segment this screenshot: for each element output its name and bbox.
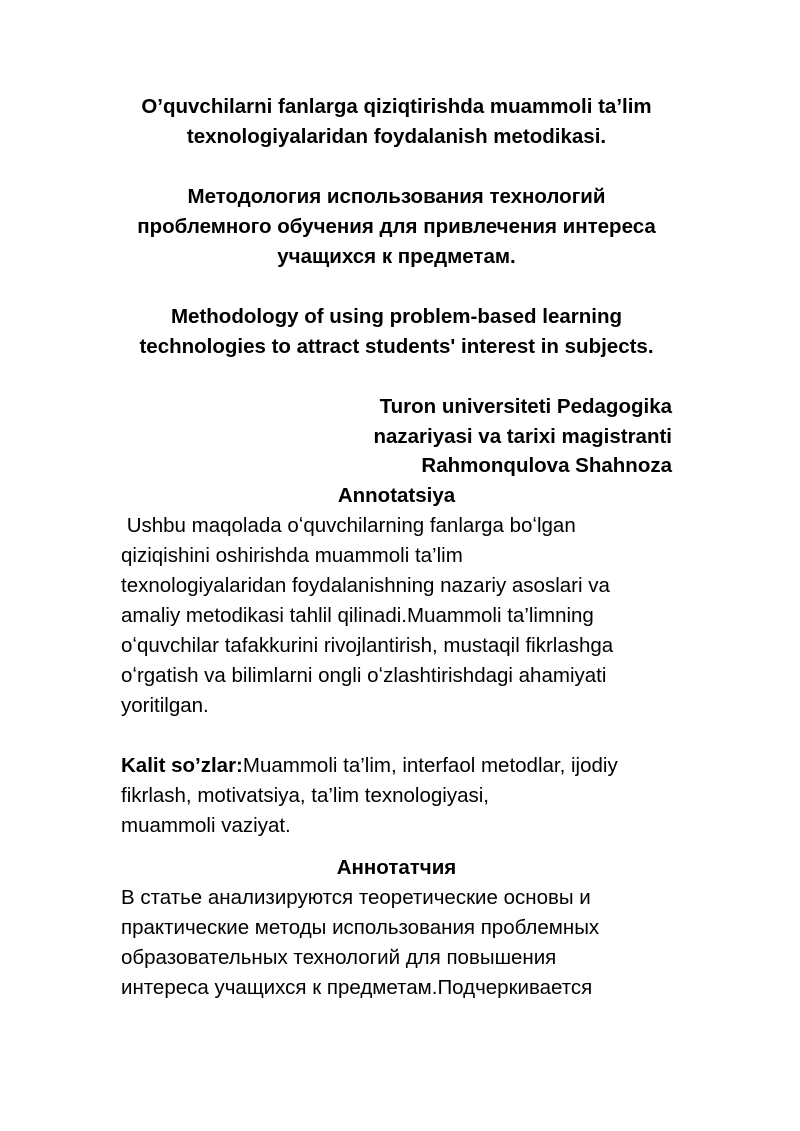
title-russian bbox=[121, 182, 672, 272]
spacer bbox=[121, 152, 672, 182]
title-russian-line: проблемного обучения для привлечения интереса bbox=[137, 215, 656, 238]
annotation-uzbek-line: yoritilgan. bbox=[121, 693, 209, 717]
author-name: Rahmonqulova Shahnoza bbox=[421, 454, 672, 477]
annotation-uzbek-line: Ushbu maqolada oʻquvchilarning fanlarga boʻlgan bbox=[121, 513, 576, 537]
keywords-block bbox=[121, 751, 672, 841]
title-russian-line: Методология использования технологий bbox=[187, 185, 606, 208]
title-english-line: Methodology of using problem-based learning bbox=[170, 305, 622, 328]
annotation-russian-line: образовательных технологий для повышения bbox=[121, 945, 557, 969]
keywords-label: Kalit so’zlar: bbox=[121, 753, 243, 777]
annotation-russian-line: практические методы использования проблемных bbox=[121, 915, 600, 939]
annotation-russian-line: В статье анализируются теоретические основы и bbox=[121, 885, 591, 909]
title-uzbek-line: texnologiyalaridan foydalanish metodikasi. bbox=[186, 125, 607, 148]
keywords-text: Muammoli ta’lim, interfaol metodlar, ijodiy bbox=[242, 753, 618, 777]
title-english-line: technologies to attract students' interest in subjects. bbox=[139, 335, 654, 358]
author-block bbox=[121, 392, 672, 481]
keywords-first-line bbox=[121, 751, 672, 781]
annotation-uzbek-line: amaliy metodikasi tahlil qilinadi.Muammoli ta’limning bbox=[121, 603, 594, 627]
annotation-russian-text bbox=[121, 883, 672, 1003]
annotation-uzbek-heading: Annotatsiya bbox=[337, 483, 456, 507]
title-uzbek bbox=[121, 92, 672, 152]
title-english bbox=[121, 302, 672, 362]
annotation-uzbek-line: qiziqishini oshirishda muammoli ta’lim bbox=[121, 543, 463, 567]
author-affiliation-line: nazariyasi va tarixi magistranti bbox=[373, 424, 672, 448]
annotation-uzbek-line: oʻquvchilar tafakkurini rivojlantirish, mustaqil fikrlashga bbox=[121, 633, 614, 657]
annotation-uzbek-text bbox=[121, 511, 672, 721]
annotation-russian-line: интереса учащихся к предметам.Подчеркивается bbox=[121, 975, 593, 999]
title-russian-line: учащихся к предметам. bbox=[277, 245, 516, 268]
author-affiliation-line: Turon universiteti Pedagogika bbox=[379, 395, 672, 418]
title-uzbek-line: O’quvchilarni fanlarga qiziqtirishda muammoli ta’lim bbox=[141, 95, 652, 118]
spacer bbox=[121, 721, 672, 751]
keywords-line: fikrlash, motivatsiya, ta’lim texnologiyasi, bbox=[121, 783, 489, 807]
annotation-russian-heading: Аннотатчия bbox=[336, 855, 457, 879]
annotation-uzbek-line: oʻrgatish va bilimlarni ongli oʻzlashtirishdagi ahamiyati bbox=[121, 663, 607, 687]
spacer bbox=[121, 272, 672, 302]
keywords-line: muammoli vaziyat. bbox=[121, 813, 291, 837]
annotation-uzbek-line: texnologiyalaridan foydalanishning nazariy asoslari va bbox=[121, 573, 610, 597]
